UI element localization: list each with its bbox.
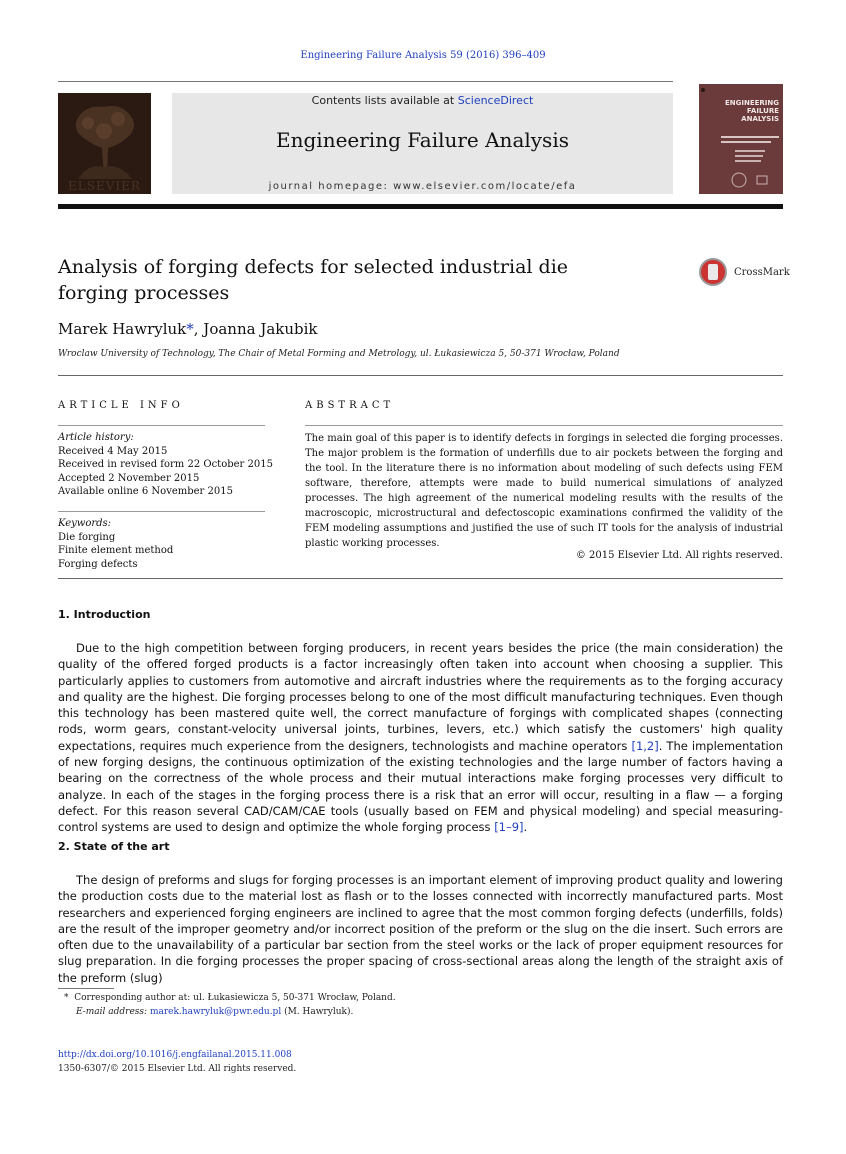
section-1-paragraph xyxy=(58,640,783,836)
elsevier-wordmark: ELSEVIER xyxy=(68,179,141,193)
keywords xyxy=(58,517,278,571)
corresponding-author-mark[interactable]: * xyxy=(186,320,194,338)
authors xyxy=(58,320,318,338)
abstract-copyright: © 2015 Elsevier Ltd. All rights reserved. xyxy=(575,550,783,561)
divider-authors xyxy=(58,375,783,376)
doi-link[interactable]: http://dx.doi.org/10.1016/j.engfailanal.2015.11.008 xyxy=(58,1050,292,1060)
email-suffix: (M. Hawryluk). xyxy=(281,1006,354,1017)
article-history xyxy=(58,431,278,499)
header-rule xyxy=(58,204,783,209)
contents-prefix: Contents lists available at xyxy=(311,94,458,107)
journal-reference[interactable]: Engineering Failure Analysis 59 (2016) 396–409 xyxy=(300,50,546,61)
crossmark-label: CrossMark xyxy=(734,267,790,278)
crossmark-icon xyxy=(699,258,727,286)
citation-link[interactable]: [1,2] xyxy=(631,738,659,753)
citation-link[interactable]: [1–9] xyxy=(494,820,524,835)
revised-date: Received in revised form 22 October 2015 xyxy=(58,459,273,470)
abstract-heading: ABSTRACT xyxy=(305,400,395,411)
online-date: Available online 6 November 2015 xyxy=(58,486,233,497)
footnote-text: Corresponding author at: ul. Łukasiewicza 5, 50-371 Wrocław, Poland. xyxy=(74,993,396,1003)
contents-line xyxy=(172,94,673,107)
journal-cover-image xyxy=(699,84,783,194)
top-divider xyxy=(58,81,673,82)
abstract-divider xyxy=(305,425,783,426)
footnote-divider xyxy=(58,988,114,989)
author-hawryluk: Marek Hawryluk xyxy=(58,320,187,338)
journal-homepage[interactable]: journal homepage: www.elsevier.com/locate/efa xyxy=(268,181,577,192)
cover-title: ENGINEERING FAILURE ANALYSIS xyxy=(724,99,779,123)
crossmark-button[interactable] xyxy=(699,258,790,290)
accepted-date: Accepted 2 November 2015 xyxy=(58,472,200,484)
keyword: Die forging xyxy=(58,531,116,543)
author-jakubik: , Joanna Jakubik xyxy=(193,320,318,338)
section-2-heading: 2. State of the art xyxy=(58,840,170,853)
doi-block xyxy=(58,1049,296,1076)
email-label: E-mail address: xyxy=(76,1006,150,1017)
section-1-heading: 1. Introduction xyxy=(58,608,151,621)
keyword: Finite element method xyxy=(58,545,174,556)
sciencedirect-link[interactable]: ScienceDirect xyxy=(457,94,534,107)
s1-text-b: . The implementation of new forging designs, the continuous optimization of the existing technologies and the large number of factors having a bearing on the correctness of the whole process and their mutual interactions make forging processes very difficult to analyze. In each of the stages in the forging process there is a risk that an error will occur, resulting in a flaw — a forging defect. For this reason several CAD/CAM/CAE tools (usually based on FEM and physical modeling) and special measuring-control systems are used to design and optimize the whole forging process xyxy=(58,738,783,835)
issn-line: 1350-6307/© 2015 Elsevier Ltd. All rights reserved. xyxy=(58,1063,297,1074)
email-link[interactable]: marek.hawryluk@pwr.edu.pl xyxy=(149,1006,282,1017)
abstract-text: The main goal of this paper is to identify defects in forgings in selected die forging processes. The major problem is the formation of underfills due to air pockets between the forging and the tool. In the literature there is no information about modeling of such defects using FEM software, therefore, attempts were made to build numerical simulations of analyzed processes. The high agreement of the numerical modeling results with the results of the macroscopic, microstructural and defectoscopic examinations confirmed the validity of the FEM modeling assumptions and justified the use of such IT tools for the analysis of industrial plastic working processes. xyxy=(305,433,783,549)
keywords-divider xyxy=(58,511,265,512)
affiliation: Wroclaw University of Technology, The Chair of Metal Forming and Metrology, ul. Łukasiewicza 5, 50-371 Wrocław, Poland xyxy=(58,349,620,359)
history-label: Article history: xyxy=(58,432,134,443)
article-info-heading: ARTICLE INFO xyxy=(58,400,184,411)
journal-title: Engineering Failure Analysis xyxy=(276,128,569,152)
footnote xyxy=(58,992,396,1019)
s1-text-a: Due to the high competition between forging producers, in recent years besides the price (the main consideration) the quality of the offered forged products is a factor increasingly often taken into account when choosing a supplier. This particularly applies to customers from automotive and aircraft industries where the requirements as to the forging accuracy and quality are the highest. Die forging processes belong to one of the most difficult manufacturing techniques. Even though this technology has been mastered quite well, the correct manufacture of forgings with complicated shapes (connecting rods, worm gears, constant-velocity universal joints, turbines, levers, etc.) which satisfy the customers' high quality expectations, requires much experience from the designers, technologists and machine operators xyxy=(58,641,783,753)
keyword: Forging defects xyxy=(58,558,138,570)
s1-text-c: . xyxy=(523,820,528,835)
received-date: Received 4 May 2015 xyxy=(58,445,168,457)
footnote-mark: * xyxy=(64,993,69,1003)
info-divider xyxy=(58,425,265,426)
section-2-paragraph: The design of preforms and slugs for forging processes is an important element of improving product quality and lowering the production costs due to the material lost as flash or to the losses connected with incorrectly manufactured parts. Most researchers and experienced forging engineers are inclined to agree that the most common forging defects (underfills, folds) are the result of the improper geometry and/or incorrect position of the preform or the slug on the die insert. Such errors are often due to the unavailability of a particular bar section from the steel works or the lack of proper equipment resources for slug preparation. In die forging processes the proper spacing of cross-sectional areas along the length of the straight axis of the preform (slug) xyxy=(58,873,783,985)
elsevier-logo xyxy=(58,93,151,194)
divider-abstract xyxy=(58,578,783,579)
keywords-label: Keywords: xyxy=(58,518,112,529)
article-title: Analysis of forging defects for selected industrial die forging processes xyxy=(58,256,569,304)
